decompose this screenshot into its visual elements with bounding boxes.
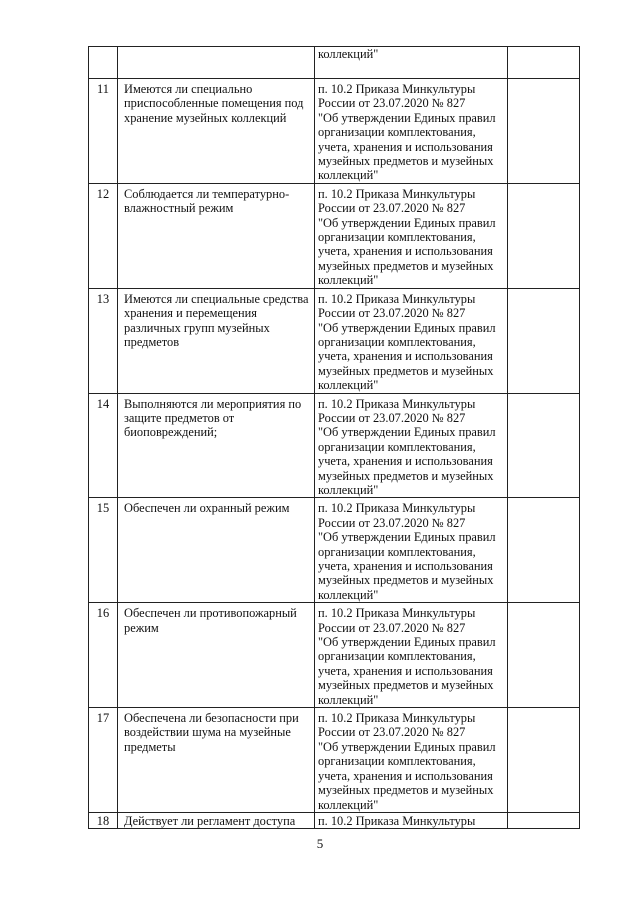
row-number-cell: 11 (89, 79, 118, 184)
question-cell: Обеспечен ли охранный режим (118, 498, 315, 603)
page-number: 5 (316, 836, 324, 851)
row-number-cell: 12 (89, 183, 118, 288)
row-number-cell: 13 (89, 288, 118, 393)
table-row (89, 47, 580, 79)
row-number-cell: 17 (89, 708, 118, 813)
reference-cell: п. 10.2 Приказа Минкультуры России от 23.07.2020 № 827 "Об утверждении Единых правил организации комплектования, учета, хранения и использования музейных предметов и музейных коллекций" (315, 498, 508, 603)
reference-cell: п. 10.2 Приказа Минкультуры России от 23.07.2020 № 827 "Об утверждении Единых правил организации комплектования, учета, хранения и использования музейных предметов и музейных коллекций" (315, 393, 508, 498)
answer-cell (508, 603, 580, 708)
reference-cell: п. 10.2 Приказа Минкультуры (315, 812, 508, 828)
reference-cell: п. 10.2 Приказа Минкультуры России от 23.07.2020 № 827 "Об утверждении Единых правил организации комплектования, учета, хранения и использования музейных предметов и музейных коллекций" (315, 603, 508, 708)
answer-cell (508, 79, 580, 184)
table-row (89, 603, 580, 708)
answer-cell (508, 708, 580, 813)
table-row (89, 812, 580, 828)
table-row (89, 498, 580, 603)
question-cell: Соблюдается ли температурно-влажностный режим (118, 183, 315, 288)
row-number-cell: 14 (89, 393, 118, 498)
row-number-cell: 18 (89, 812, 118, 828)
question-cell (118, 47, 315, 79)
question-cell: Имеются ли специально приспособленные помещения под хранение музейных коллекций (118, 79, 315, 184)
row-number-cell: 16 (89, 603, 118, 708)
checklist-table (88, 46, 580, 829)
reference-cell: п. 10.2 Приказа Минкультуры России от 23.07.2020 № 827 "Об утверждении Единых правил организации комплектования, учета, хранения и использования музейных предметов и музейных коллекций" (315, 79, 508, 184)
table-row (89, 393, 580, 498)
table-row (89, 288, 580, 393)
reference-cell: п. 10.2 Приказа Минкультуры России от 23.07.2020 № 827 "Об утверждении Единых правил организации комплектования, учета, хранения и использования музейных предметов и музейных коллекций" (315, 183, 508, 288)
table-row (89, 183, 580, 288)
answer-cell (508, 288, 580, 393)
question-cell: Обеспечен ли противопожарный режим (118, 603, 315, 708)
table-row (89, 708, 580, 813)
answer-cell (508, 393, 580, 498)
answer-cell (508, 47, 580, 79)
question-cell: Обеспечена ли безопасности при воздействии шума на музейные предметы (118, 708, 315, 813)
answer-cell (508, 183, 580, 288)
table-row (89, 79, 580, 184)
reference-cell: п. 10.2 Приказа Минкультуры России от 23.07.2020 № 827 "Об утверждении Единых правил организации комплектования, учета, хранения и использования музейных предметов и музейных коллекций" (315, 708, 508, 813)
answer-cell (508, 812, 580, 828)
question-cell: Действует ли регламент доступа (118, 812, 315, 828)
row-number-cell: 15 (89, 498, 118, 603)
question-cell: Имеются ли специальные средства хранения и перемещения различных групп музейных предметов (118, 288, 315, 393)
reference-cell: коллекций" (315, 47, 508, 79)
answer-cell (508, 498, 580, 603)
row-number-cell (89, 47, 118, 79)
reference-cell: п. 10.2 Приказа Минкультуры России от 23.07.2020 № 827 "Об утверждении Единых правил организации комплектования, учета, хранения и использования музейных предметов и музейных коллекций" (315, 288, 508, 393)
question-cell: Выполняются ли мероприятия по защите предметов от биоповреждений; (118, 393, 315, 498)
